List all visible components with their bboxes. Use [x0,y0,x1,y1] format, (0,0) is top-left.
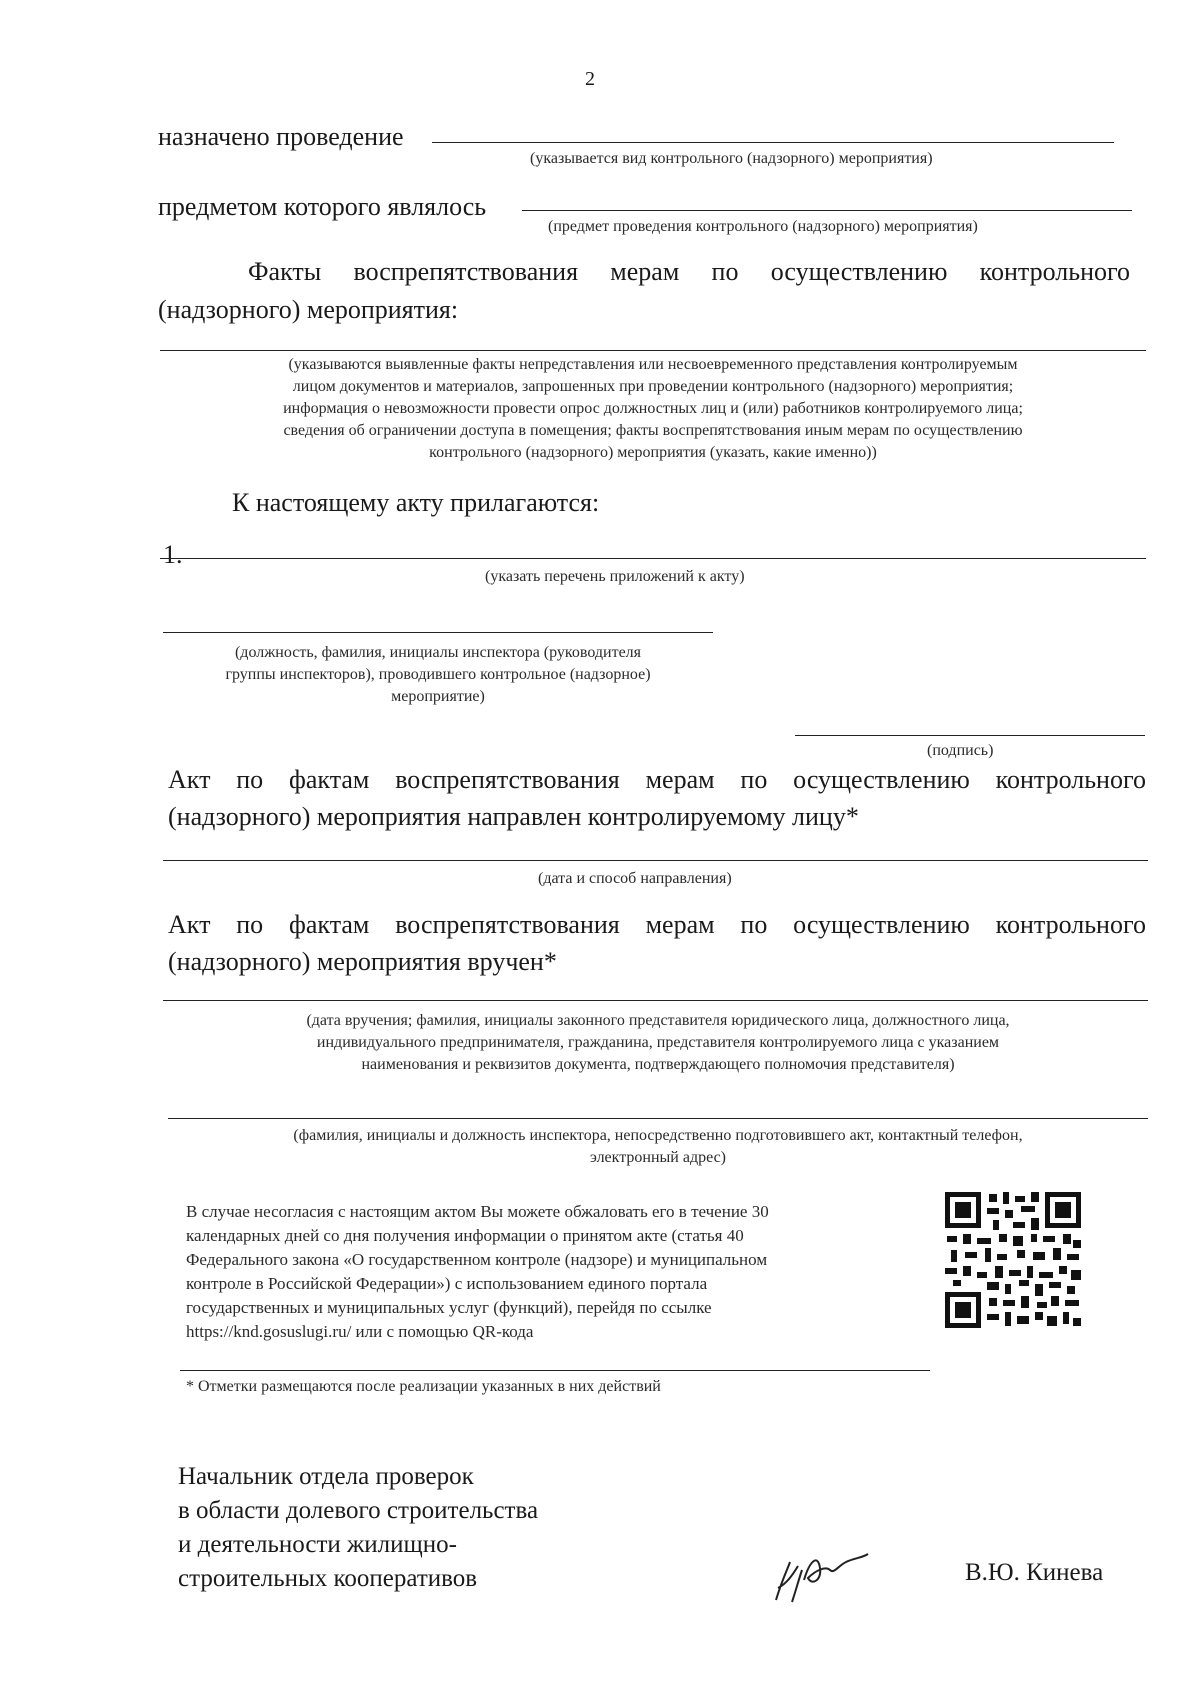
delivered-caption-line: наименования и реквизитов документа, подтверждающего полномочия представителя) [361,1056,955,1073]
subject-caption: (предмет проведения контрольного (надзорного) мероприятия) [548,218,978,235]
sent-line2: (надзорного) мероприятия направлен контролируемому лицу* [168,802,859,831]
delivered-underline [163,1000,1148,1001]
inspector-caption-line: мероприятие) [391,688,485,705]
delivered-caption-line: индивидуального предпринимателя, гражданина, представителя контролируемого лица с указанием [316,1034,1000,1051]
appeal-line: В случае несогласия с настоящим актом Вы можете обжаловать его в течение 30 [186,1202,769,1221]
signatory-title [178,1460,538,1596]
delivered-caption-line: (дата вручения; фамилия, инициалы законного представителя юридического лица, должностного лица, [306,1012,1010,1029]
signatory-title-line: в области долевого строительства [178,1497,539,1524]
facts-caption-line: информация о невозможности провести опрос должностных лиц и (или) работников контролируемого лица; [283,400,1023,417]
signature-underline [795,735,1145,736]
delivered-caption [168,1010,1148,1076]
subject-label: предметом которого являлось [158,192,487,221]
footnote-divider [180,1370,930,1371]
appeal-text [186,1200,906,1344]
facts-heading-line1: Факты воспрепятствования мерам по осуществлению контрольного [248,257,1130,286]
appeal-line: Федерального закона «О государственном контроле (надзоре) и муниципальном [186,1250,768,1269]
attachments-caption: (указать перечень приложений к акту) [485,568,745,585]
subject-underline [522,210,1132,211]
preparer-caption-line: электронный адрес) [589,1149,727,1166]
handwritten-signature [768,1540,878,1610]
inspector-underline [163,632,713,633]
attachment-item-number: 1. [163,540,183,569]
appeal-line[interactable]: https://knd.gosuslugi.ru/ или с помощью QR-кода [186,1322,534,1341]
inspector-caption-line: группы инспекторов), проводившего контрольное (надзорное) [225,666,651,683]
qr-code[interactable] [943,1190,1083,1330]
preparer-caption [168,1125,1148,1169]
sent-caption: (дата и способ направления) [538,870,732,887]
delivered-line2: (надзорного) мероприятия вручен* [168,947,557,976]
appeal-line: календарных дней со дня получения информации о принятом акте (статья 40 [186,1226,744,1245]
facts-caption-line: сведения об ограничении доступа в помещения; факты воспрепятствования иным мерам по осуществлению [283,422,1023,439]
page-number: 2 [585,68,595,90]
assigned-caption: (указывается вид контрольного (надзорного) мероприятия) [530,150,933,167]
signatory-name: В.Ю. Кинева [965,1559,1104,1586]
sent-underline [163,860,1148,861]
preparer-caption-line: (фамилия, инициалы и должность инспектора, непосредственно подготовившего акт, контактный телефон, [293,1127,1023,1144]
appeal-line: государственных и муниципальных услуг (функций), перейдя по ссылке [186,1298,712,1317]
signatory-title-line: Начальник отдела проверок [178,1463,474,1490]
preparer-underline [168,1118,1148,1119]
delivered-line1: Акт по фактам воспрепятствования мерам по осуществлению контрольного [168,910,1146,939]
assigned-label: назначено проведение [158,122,404,151]
signatory-title-line: строительных кооперативов [178,1565,478,1592]
facts-caption-line: (указываются выявленные факты непредставления или несвоевременного представления контролируемым [288,356,1018,373]
qr-code-image [943,1190,1083,1330]
sent-line1: Акт по фактам воспрепятствования мерам по осуществлению контрольного [168,765,1146,794]
signature-caption: (подпись) [927,742,994,759]
inspector-caption [160,642,716,708]
facts-heading-line2: (надзорного) мероприятия: [158,295,459,324]
assigned-underline [432,142,1114,143]
attachments-underline [160,558,1146,559]
facts-caption-line: лицом документов и материалов, запрошенных при проведении контрольного (надзорного) мероприятия; [292,378,1014,395]
facts-underline [160,350,1146,351]
facts-caption [160,354,1146,464]
signatory-title-line: и деятельности жилищно- [178,1531,457,1558]
attachments-heading: К настоящему акту прилагаются: [232,488,600,517]
appeal-line: контроле в Российской Федерации») с использованием единого портала [186,1274,708,1293]
facts-caption-line: контрольного (надзорного) мероприятия (указать, какие именно)) [429,444,877,461]
inspector-caption-line: (должность, фамилия, инициалы инспектора (руководителя [234,644,642,661]
footnote-text: * Отметки размещаются после реализации указанных в них действий [186,1378,661,1395]
